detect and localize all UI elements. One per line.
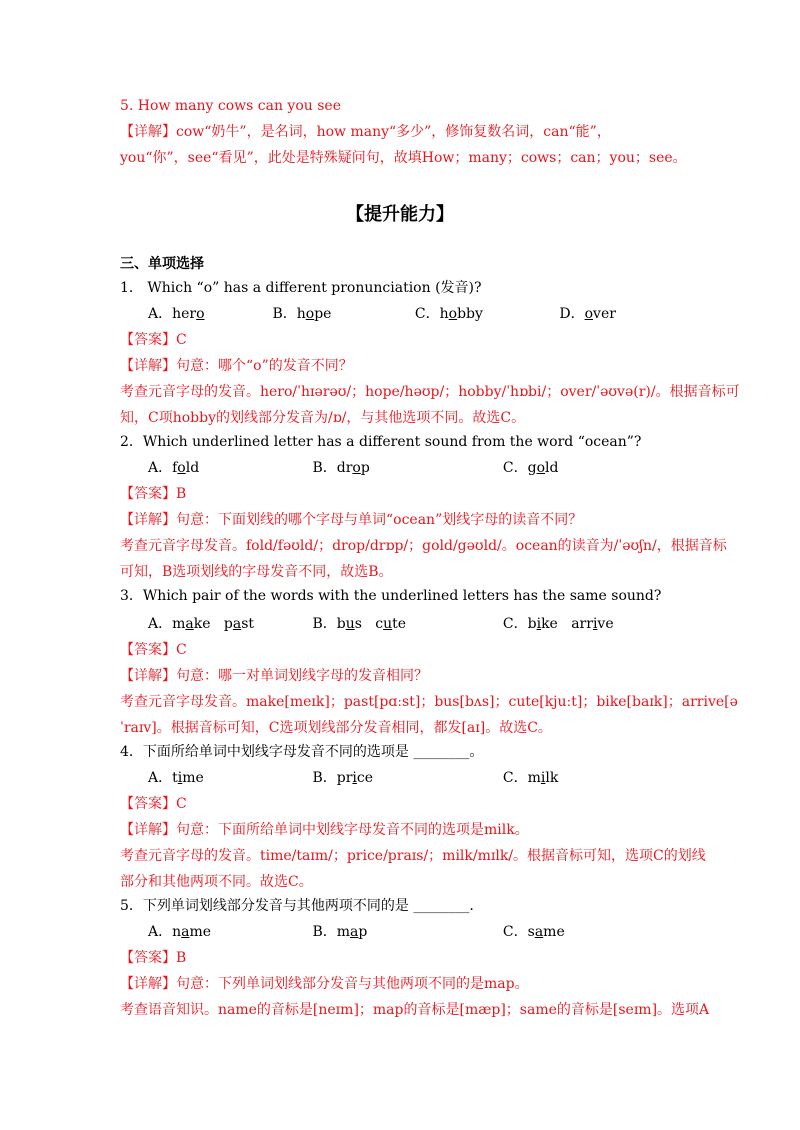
question-2-options <box>148 458 558 478</box>
question-3-answer: 【答案】C <box>120 642 187 658</box>
question-1-answer: 【答案】C <box>120 332 187 348</box>
question-2-stem: 2．Which underlined letter has a different sound from the word “ocean”? <box>120 434 642 450</box>
question-1-detail: 【详解】句意：哪个“o”的发音不同？ <box>120 358 353 374</box>
option-a: A．make past <box>148 616 255 632</box>
question-3-detail: 【详解】句意：哪一对单词划线字母的发音相同？ <box>120 668 428 684</box>
question-4-answer: 【答案】C <box>120 796 187 812</box>
option-b: B．price <box>312 770 374 786</box>
option-a: A．time <box>148 770 204 786</box>
question-4-explain-1: 考查元音字母的发音。time/taɪm/；price/praɪs/；milk/mɪlk/。根据音标可知，选项C的划线 <box>120 848 706 864</box>
question-4-options <box>148 768 558 788</box>
option-c: C．hobby <box>414 306 483 322</box>
section-title: 【提升能力】 <box>346 204 454 225</box>
option-c: C．same <box>502 924 565 940</box>
prev-detail-line-2: you“你”，see“看见”，此处是特殊疑问句，故填How；many；cows；can；you；see。 <box>120 150 687 166</box>
question-5-explain-1: 考查语音知识。name的音标是[neɪm]；map的音标是[mæp]；same的音标是[seɪm]。选项A <box>120 1002 710 1018</box>
question-2-explain-1: 考查元音字母发音。fold/fəʊld/；drop/drɒp/；gold/gəʊld/。ocean的读音为/ˈəʊʃn/，根据音标 <box>120 538 727 554</box>
option-a: A．name <box>148 924 212 940</box>
question-2-detail: 【详解】句意：下面划线的哪个字母与单词“ocean”划线字母的读音不同？ <box>120 512 583 528</box>
option-a: A．hero <box>148 306 205 322</box>
option-b: B．map <box>312 924 368 940</box>
question-3-stem: 3．Which pair of the words with the underlined letters has the same sound? <box>120 588 662 604</box>
question-1-options <box>148 304 616 324</box>
question-1-explain-2: 知，C项hobby的划线部分发音为/ɒ/，与其他选项不同。故选C。 <box>120 410 526 426</box>
option-d: D．over <box>559 306 616 322</box>
prev-detail-line-1: 【详解】cow“奶牛”，是名词，how many“多少”，修饰复数名词，can“能”， <box>120 124 611 140</box>
section-heading: 三、单项选择 <box>120 256 204 272</box>
option-b: B．bus cute <box>312 616 407 632</box>
prev-answer-line: 5. How many cows can you see <box>120 98 341 114</box>
question-1-stem: 1． Which “o” has a different pronunciation (发音)? <box>120 280 482 296</box>
option-b: B．drop <box>312 460 370 476</box>
question-3-explain-2: ˈraɪv]。根据音标可知，C选项划线部分发音相同，都发[aɪ]。故选C。 <box>120 720 552 736</box>
question-3-explain-1: 考查元音字母发音。make[meɪk]；past[pɑːst]；bus[bʌs]；cute[kjuːt]；bike[baɪk]；arrive[ə <box>120 694 738 710</box>
question-3-options <box>148 614 614 634</box>
question-4-stem: 4．下面所给单词中划线字母发音不同的选项是 ________。 <box>120 744 484 760</box>
question-2-explain-2: 可知，B选项划线的字母发音不同，故选B。 <box>120 564 393 580</box>
option-c: C．bike arrive <box>502 616 614 632</box>
question-5-options <box>148 922 565 942</box>
option-b: B．hope <box>272 306 332 322</box>
option-a: A．fold <box>148 460 200 476</box>
question-4-explain-2: 部分和其他两项不同。故选C。 <box>120 874 313 890</box>
option-c: C．milk <box>502 770 559 786</box>
question-1-explain-1: 考查元音字母的发音。hero/ˈhɪərəʊ/；hope/həʊp/；hobby/ˈhɒbi/；over/ˈəʊvə(r)/。根据音标可 <box>120 384 740 400</box>
question-2-answer: 【答案】B <box>120 486 187 502</box>
question-4-detail: 【详解】句意：下面所给单词中划线字母发音不同的选项是milk。 <box>120 822 529 838</box>
question-5-answer: 【答案】B <box>120 950 187 966</box>
question-5-stem: 5．下列单词划线部分发音与其他两项不同的是 ________. <box>120 898 474 914</box>
question-5-detail: 【详解】句意：下列单词划线部分发音与其他两项不同的是map。 <box>120 976 529 992</box>
option-c: C．gold <box>502 460 559 476</box>
